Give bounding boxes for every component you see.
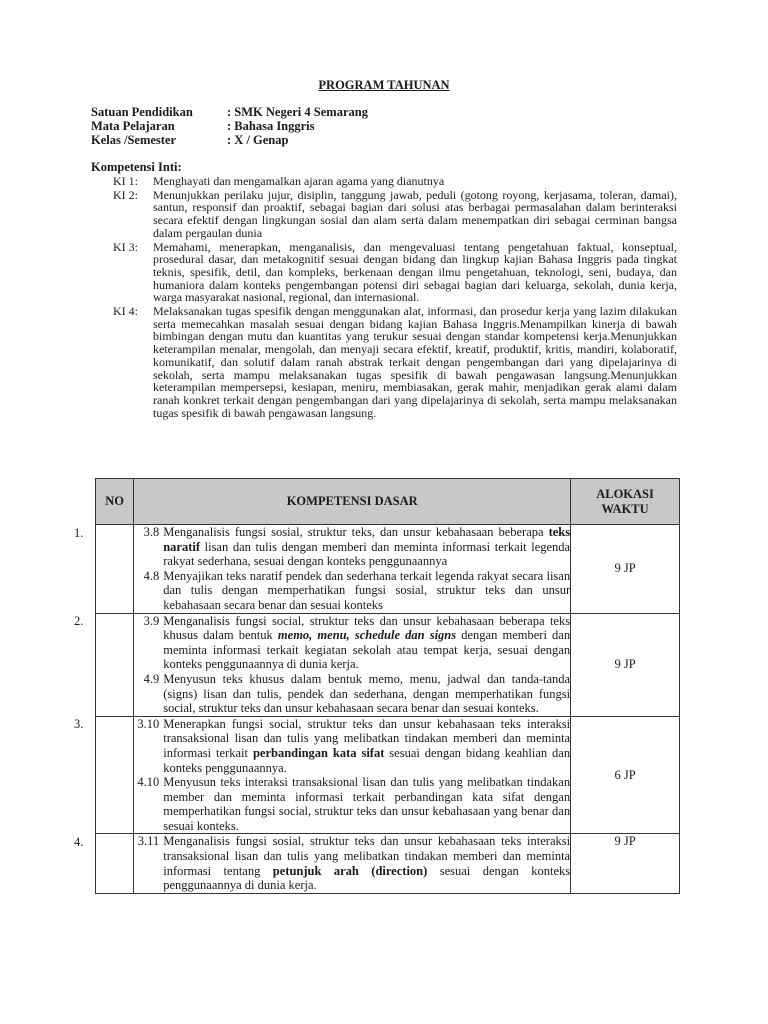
cell-kompetensi-dasar <box>134 613 571 716</box>
ki-text: Menghayati dan mengamalkan ajaran agama yang dianutnya <box>153 174 445 188</box>
ki-item <box>113 241 677 305</box>
kd-code: 4.10 <box>137 775 160 790</box>
cell-no <box>96 716 134 834</box>
kd-text <box>163 614 570 672</box>
table-row <box>96 525 680 614</box>
kd-text <box>163 717 570 775</box>
kd-item <box>134 672 570 716</box>
kd-text <box>163 834 570 892</box>
ki-item <box>113 189 677 240</box>
kd-item <box>134 614 570 672</box>
kd-item <box>134 775 570 833</box>
ki-code: KI 3: <box>113 239 138 254</box>
ki-code: KI 2: <box>113 187 138 202</box>
kd-text-part: Menyusun teks interaksi transaksional lisan dan tulis yang melibatkan tindakan member dan meminta informasi terkait perbandingan kata sifat dengan memperhatikan fungsi social, struktur teks dan unsur kebahasaan yang benar dan sesuai konteks. <box>163 775 571 833</box>
meta-value: : SMK Negeri 4 Semarang <box>227 105 368 119</box>
meta-row-mapel <box>91 119 368 133</box>
kd-emphasis: petunjuk arah (direction) <box>272 863 428 878</box>
kd-code: 4.9 <box>143 671 160 686</box>
cell-kompetensi-dasar <box>134 834 571 893</box>
cell-kompetensi-dasar <box>134 716 571 834</box>
page-title: PROGRAM TAHUNAN <box>318 78 450 92</box>
kd-text <box>163 525 570 569</box>
cell-alokasi-waktu <box>571 613 680 716</box>
kd-text <box>163 775 570 833</box>
ki-item <box>113 175 677 188</box>
ki-text: Memahami, menerapkan, menganalisis, dan mengevaluasi tentang pengetahuan faktual, konseptual, prosedural dasar, dan metakognitif sesuai dengan bidang dan lingkup kajian Bahasa Inggris pada tingkat teknis, spesifik, detil, dan kompleks, berkenaan dengan ilmu pengetahuan, teknologi, seni, budaya, dan humaniora dalam konteks pengembangan potensi diri sebagai bagian dari keluarga, sekolah, dunia kerja, warga masyarakat nasional, regional, dan internasional. <box>153 239 677 305</box>
row-number: 2. <box>74 614 84 629</box>
header-alokasi-waktu: ALOKASI WAKTU <box>571 479 680 525</box>
kd-item <box>134 717 570 775</box>
kd-emphasis: teks naratif <box>163 525 571 554</box>
kd-item <box>134 569 570 613</box>
meta-value: : Bahasa Inggris <box>227 119 315 133</box>
cell-alokasi-waktu <box>571 525 680 614</box>
kd-code: 4.8 <box>143 568 160 583</box>
alokasi-value: 9 JP <box>614 561 636 576</box>
kd-item <box>134 525 570 569</box>
ki-heading: Kompetensi Inti: <box>91 160 182 174</box>
cell-alokasi-waktu <box>571 834 680 893</box>
kd-text-part: dengan memberi dan meminta informasi terkait kegiatan sekolah atau tempat kerja, sesuai dengan konteks penggunaannya di dunia kerja. <box>163 628 571 672</box>
cell-kompetensi-dasar <box>134 525 571 614</box>
header-kompetensi-dasar: KOMPETENSI DASAR <box>134 479 571 525</box>
ki-code: KI 4: <box>113 304 138 319</box>
meta-label: Satuan Pendidikan <box>91 105 193 119</box>
kd-code: 3.8 <box>143 525 160 539</box>
header-no: NO <box>96 479 134 525</box>
cell-no <box>96 834 134 893</box>
table-row <box>96 613 680 716</box>
cell-no <box>96 525 134 614</box>
ki-text: Menunjukkan perilaku jujur, disiplin, tanggung jawab, peduli (gotong royong, kerjasama, toleran, damai), santun, responsif dan proaktif, sebagai bagian dari solusi atas berbagai permasalahan dalam berinteraksi secara efektif dengan lingkungan sosial dan alam serta dalam menempatkan diri sebagai cerminan bangsa dalam pergaulan dunia <box>153 187 677 240</box>
table-row <box>96 716 680 834</box>
kd-text-part: Menyusun teks khusus dalam bentuk memo, menu, jadwal dan tanda-tanda (signs) lisan dan tulis, pendek dan sederhana, dengan memperhatikan fungsi social, struktur teks dan unsur kebahasaan secara benar dan sesuai konteks. <box>163 671 571 716</box>
meta-row-kelas <box>91 133 368 147</box>
kd-text-part: sesuai dengan konteks penggunaannya di dunia kerja. <box>163 863 571 893</box>
kd-text-part: Menganalisis fungsi sosial, struktur teks dan unsur kebahasaan teks interaksi transaksional lisan dan tulis yang melibatkan tindakan memberi dan meminta informasi tentang <box>163 834 571 878</box>
document-meta <box>91 105 368 147</box>
cell-alokasi-waktu <box>571 716 680 834</box>
kd-text <box>163 569 570 613</box>
alokasi-value: 9 JP <box>614 657 636 672</box>
kd-text-part: sesuai dengan bidang keahlian dan konteks penggunaannya. <box>163 745 571 775</box>
table-header-row <box>96 479 680 525</box>
kd-text-part: lisan dan tulis dengan memberi dan meminta informasi terkait legenda rakyat sederhana, sesuai dengan konteks penggunaannya <box>163 539 571 569</box>
kd-emphasis: perbandingan kata sifat <box>252 745 385 760</box>
kd-text-part: Menerapkan fungsi social, struktur teks dan unsur kebahasaan teks interaksi transaksional lisan dan tulis yang melibatkan tindakan memberi dan meminta informasi terkait <box>163 716 571 760</box>
ki-code: KI 1: <box>113 174 138 188</box>
kd-code: 3.11 <box>137 834 160 849</box>
kd-text-part: Menganalisis fungsi sosial, struktur teks, dan unsur kebahasaan beberapa <box>163 525 549 539</box>
alokasi-value: 6 JP <box>614 767 636 782</box>
meta-label: Kelas /Semester <box>91 133 177 147</box>
kd-text-part: Menyajikan teks naratif pendek dan sederhana terkait legenda rakyat secara lisan dan tulis dengan memperhatikan fungsi sosial, struktur teks dan unsur kebahasaan secara benar dan sesuai konteks <box>163 568 571 612</box>
kd-text <box>163 672 570 716</box>
meta-value: : X / Genap <box>227 133 289 147</box>
kd-emphasis: memo, menu, schedule dan signs <box>277 628 457 643</box>
kd-text-part: Menganalisis fungsi social, struktur teks dan unsur kebahasaan beberapa teks khusus dalam bentuk <box>163 613 571 643</box>
row-number: 1. <box>74 525 84 540</box>
ki-list <box>113 175 677 420</box>
ki-item <box>113 305 677 419</box>
kd-code: 3.9 <box>143 613 160 628</box>
cell-no <box>96 613 134 716</box>
table-row <box>96 834 680 893</box>
kompetensi-dasar-table <box>95 478 680 894</box>
kd-item <box>134 834 570 892</box>
row-number: 3. <box>74 717 84 732</box>
alokasi-value: 9 JP <box>614 834 636 849</box>
meta-label: Mata Pelajaran <box>91 119 175 133</box>
table-body <box>96 525 680 894</box>
row-number: 4. <box>74 834 84 849</box>
kd-code: 3.10 <box>137 716 160 731</box>
ki-text: Melaksanakan tugas spesifik dengan menggunakan alat, informasi, dan prosedur kerja yang lazim dilakukan serta memecahkan masalah sesuai dengan bidang kajian Bahasa Inggris.Menampilkan kinerja di bawah bimbingan dengan mutu dan kuantitas yang terukur sesuai dengan standar kompetensi kerja.Menunjukkan keterampilan menalar, mengolah, dan menyaji secara efektif, kreatif, produktif, kritis, mandiri, kolaboratif, komunikatif, dan solutif dalam ranah abstrak terkait dengan pengembangan dari yang dipelajarinya di sekolah, serta mampu melaksanakan tugas spesifik di bawah pengawasan langsung.Menunjukkan keterampilan mempersepsi, kesiapan, meniru, membiasakan, gerak mahir, menjadikan gerak alami dalam ranah konkret terkait dengan pengembangan dari yang dipelajarinya di sekolah, serta mampu melaksanakan tugas spesifik di bawah pengawasan langsung. <box>153 304 677 420</box>
meta-row-satuan <box>91 105 368 119</box>
